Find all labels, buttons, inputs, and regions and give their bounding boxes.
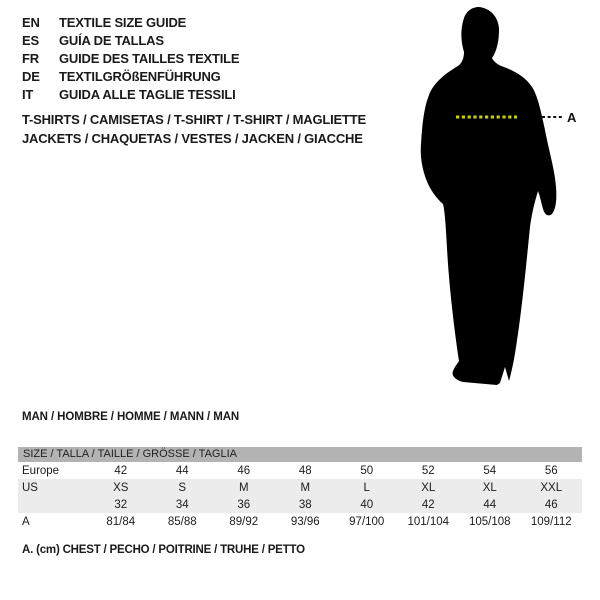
language-row (22, 32, 239, 50)
size-cell: 34 (175, 498, 189, 511)
size-cell: 44 (483, 498, 497, 511)
table-row-us (18, 479, 582, 496)
size-cell: M (300, 481, 311, 494)
language-row (22, 68, 239, 86)
size-table (18, 447, 582, 531)
size-cell: 89/92 (229, 516, 259, 528)
language-list (22, 14, 239, 104)
table-row-numeric (18, 496, 582, 513)
gender-label: MAN / HOMBRE / HOMME / MANN / MAN (22, 411, 240, 423)
size-cell: XL (482, 481, 497, 494)
measurement-footnote: A. (cm) CHEST / PECHO / POITRINE / TRUHE / PETTO (22, 544, 305, 556)
size-cell: 38 (298, 498, 312, 511)
language-row (22, 86, 239, 104)
language-code: IT (22, 87, 34, 102)
size-cell: 42 (421, 498, 435, 511)
row-label: US (22, 481, 38, 494)
language-title: TEXTILGRÖßENFÜHRUNG (59, 69, 221, 84)
size-cell: 93/96 (290, 516, 320, 528)
man-silhouette (418, 5, 582, 390)
language-code: DE (22, 69, 40, 84)
language-row (22, 14, 239, 32)
size-cell: 50 (360, 464, 374, 477)
size-cell: 48 (298, 464, 312, 477)
size-cell: 40 (360, 498, 374, 511)
size-cell: 56 (544, 464, 558, 477)
language-code: FR (22, 51, 39, 66)
size-cell: 42 (114, 464, 128, 477)
language-title: GUIDE DES TAILLES TEXTILE (59, 51, 240, 66)
size-cell: 46 (237, 464, 251, 477)
size-cell: 101/104 (407, 516, 450, 528)
language-row (22, 50, 239, 68)
language-title: GUÍA DE TALLAS (59, 33, 164, 48)
category-lines (22, 110, 366, 148)
size-cell: 44 (175, 464, 189, 477)
size-cell: L (363, 481, 370, 494)
size-cell: 46 (544, 498, 558, 511)
size-cell: XL (421, 481, 436, 494)
row-label: Europe (22, 464, 60, 477)
language-title: TEXTILE SIZE GUIDE (59, 15, 187, 30)
row-label: A (22, 516, 30, 528)
size-cell: 105/108 (468, 516, 511, 528)
size-cell: 36 (237, 498, 251, 511)
size-cell: 52 (421, 464, 435, 477)
size-cell: 85/88 (167, 516, 197, 528)
size-cell: S (178, 481, 187, 494)
size-cell: M (238, 481, 249, 494)
size-table-grid (18, 462, 582, 531)
size-cell: XS (113, 481, 129, 494)
language-code: ES (22, 33, 39, 48)
table-row-europe (18, 462, 582, 479)
size-cell: 54 (483, 464, 497, 477)
language-title: GUIDA ALLE TAGLIE TESSILI (59, 87, 236, 102)
size-cell: 32 (114, 498, 128, 511)
row-label (18, 496, 90, 513)
measurement-label-a: A (567, 110, 577, 125)
category-line-tshirts: T-SHIRTS / CAMISETAS / T-SHIRT / T-SHIRT / MAGLIETTE (22, 112, 366, 127)
language-code: EN (22, 15, 40, 30)
size-cell: 109/112 (530, 516, 572, 528)
size-cell: XXL (540, 481, 563, 494)
table-row-chest (18, 513, 582, 531)
size-cell: 81/84 (106, 516, 136, 528)
category-line-jackets: JACKETS / CHAQUETAS / VESTES / JACKEN / GIACCHE (22, 131, 363, 146)
size-cell: 97/100 (349, 516, 385, 528)
size-table-header: SIZE / TALLA / TAILLE / GRÖSSE / TAGLIA (18, 447, 582, 462)
man-silhouette-shape (421, 7, 557, 385)
